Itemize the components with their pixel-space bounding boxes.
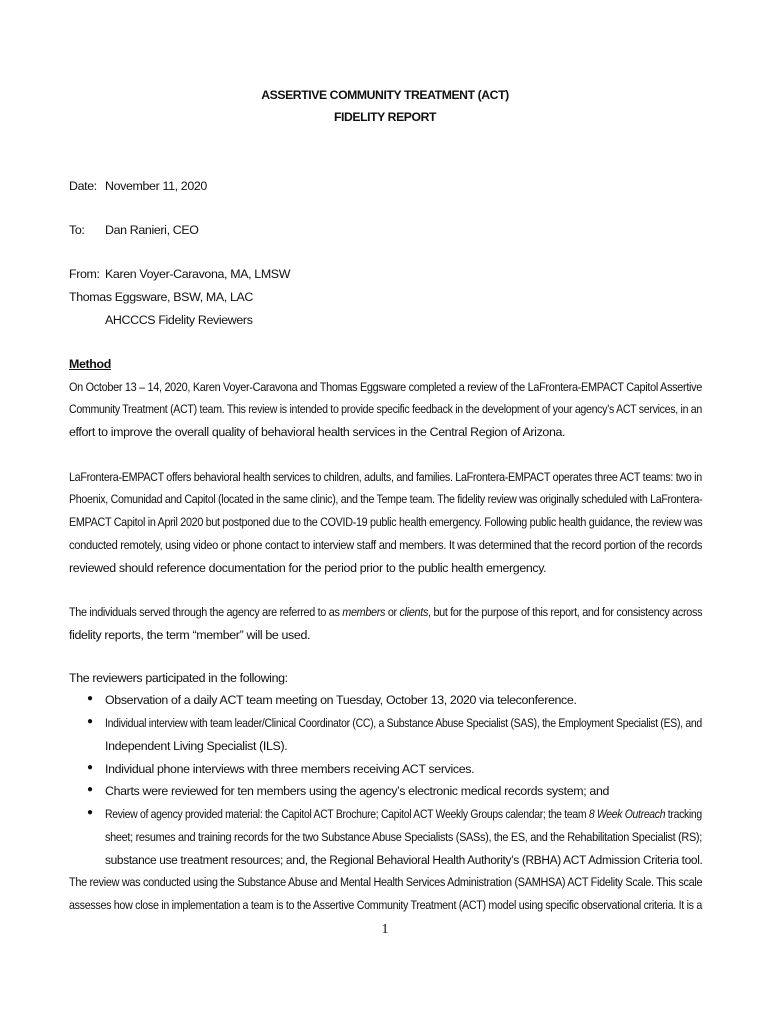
- bullet-item-5-line3: substance use treatment resources; and, the Regional Behavioral Health Authority’s (RBHA) ACT Admission Criteria tool.: [105, 853, 703, 867]
- p2-line2: Phoenix, Comunidad and Capitol (located in the same clinic), and the Tempe team. The fidelity review was originally scheduled with LaFrontera-: [69, 492, 703, 506]
- to-value: Dan Ranieri, CEO: [105, 223, 199, 237]
- bullet-item-5-line2: sheet; resumes and training records for the two Substance Abuse Specialists (SASs), the ES, and the Rehabilitation Specialist (RS);: [105, 830, 702, 844]
- bullet-item-2-line2: Independent Living Specialist (ILS).: [105, 739, 288, 753]
- p5-line2: assesses how close in implementation a team is to the Assertive Community Treatment (ACT) model using specific observational criteria. It is a: [69, 898, 702, 912]
- bullet-item-1: Observation of a daily ACT team meeting on Tuesday, October 13, 2020 via teleconference.: [105, 693, 577, 707]
- p1-line2: Community Treatment (ACT) team. This review is intended to provide specific feedback in the development of your agency’s ACT services, in an: [69, 402, 702, 416]
- memo-date: [69, 178, 207, 194]
- bullet-icon: ●: [87, 807, 94, 818]
- bullet-item-3: Individual phone interviews with three members receiving ACT services.: [105, 762, 475, 776]
- b5-text-a: Review of agency provided material: the Capitol ACT Brochure; Capitol ACT Weekly Groups calendar; the team: [105, 807, 589, 821]
- p3-text-b: , but for the purpose of this report, and for consistency across: [428, 605, 703, 619]
- p3-clients: clients: [399, 605, 429, 619]
- p1-line1: On October 13 – 14, 2020, Karen Voyer-Caravona and Thomas Eggsware completed a review of the LaFrontera-EMPACT Capitol Assertive: [69, 380, 703, 394]
- page-number: 1: [381, 922, 389, 937]
- p3-line1: [69, 604, 702, 620]
- bullet-icon: ●: [87, 784, 94, 795]
- p2-line5: reviewed should reference documentation for the period prior to the public health emergency.: [69, 561, 547, 575]
- b5-outreach: 8 Week Outreach: [588, 807, 666, 821]
- date-label: Date:: [69, 179, 97, 193]
- p2-line4: conducted remotely, using video or phone contact to interview staff and members. It was determined that the record portion of the records: [69, 538, 703, 552]
- p4-line: The reviewers participated in the following:: [69, 671, 288, 685]
- memo-to: [69, 222, 199, 238]
- bullet-icon: ●: [87, 693, 94, 704]
- bullet-icon: ●: [87, 716, 94, 727]
- bullet-icon: ●: [87, 762, 94, 773]
- p3-or: or: [385, 605, 400, 619]
- p1-line3: effort to improve the overall quality of behavioral health services in the Central Region of Arizona.: [69, 425, 566, 439]
- p3-text-a: The individuals served through the agency are referred to as: [69, 605, 343, 619]
- bullet-item-2-line1: Individual interview with team leader/Clinical Coordinator (CC), a Substance Abuse Specialist (SAS), the Employment Specialist (ES), and: [105, 716, 702, 730]
- bullet-item-4: Charts were reviewed for ten members using the agency’s electronic medical records system; and: [105, 784, 610, 798]
- from-label: From:: [69, 267, 100, 281]
- p3-members: members: [342, 605, 386, 619]
- from-value: Karen Voyer-Caravona, MA, LMSW: [105, 267, 291, 281]
- memo-from: [69, 266, 290, 282]
- p3-line2: fidelity reports, the term “member” will be used.: [69, 628, 311, 642]
- p5-line1: The review was conducted using the Substance Abuse and Mental Health Services Administration (SAMHSA) ACT Fidelity Scale. This scale: [69, 875, 703, 889]
- method-heading: Method: [69, 357, 111, 371]
- p2-line3: EMPACT Capitol in April 2020 but postponed due to the COVID-19 public health emergency. Following public health guidance, the review was: [69, 515, 703, 529]
- b5-text-b: tracking: [665, 807, 702, 821]
- report-title-line1: ASSERTIVE COMMUNITY TREATMENT (ACT): [261, 88, 509, 102]
- memo-from-line2: Thomas Eggsware, BSW, MA, LAC: [69, 290, 254, 304]
- report-title-line2: FIDELITY REPORT: [333, 110, 437, 124]
- p2-line1: LaFrontera-EMPACT offers behavioral health services to children, adults, and families. LaFrontera-EMPACT operates three ACT teams: two in: [69, 470, 702, 484]
- to-label: To:: [69, 223, 85, 237]
- date-value: November 11, 2020: [105, 179, 207, 193]
- bullet-item-5-line1: [105, 806, 702, 822]
- memo-from-line3: AHCCCS Fidelity Reviewers: [105, 313, 253, 327]
